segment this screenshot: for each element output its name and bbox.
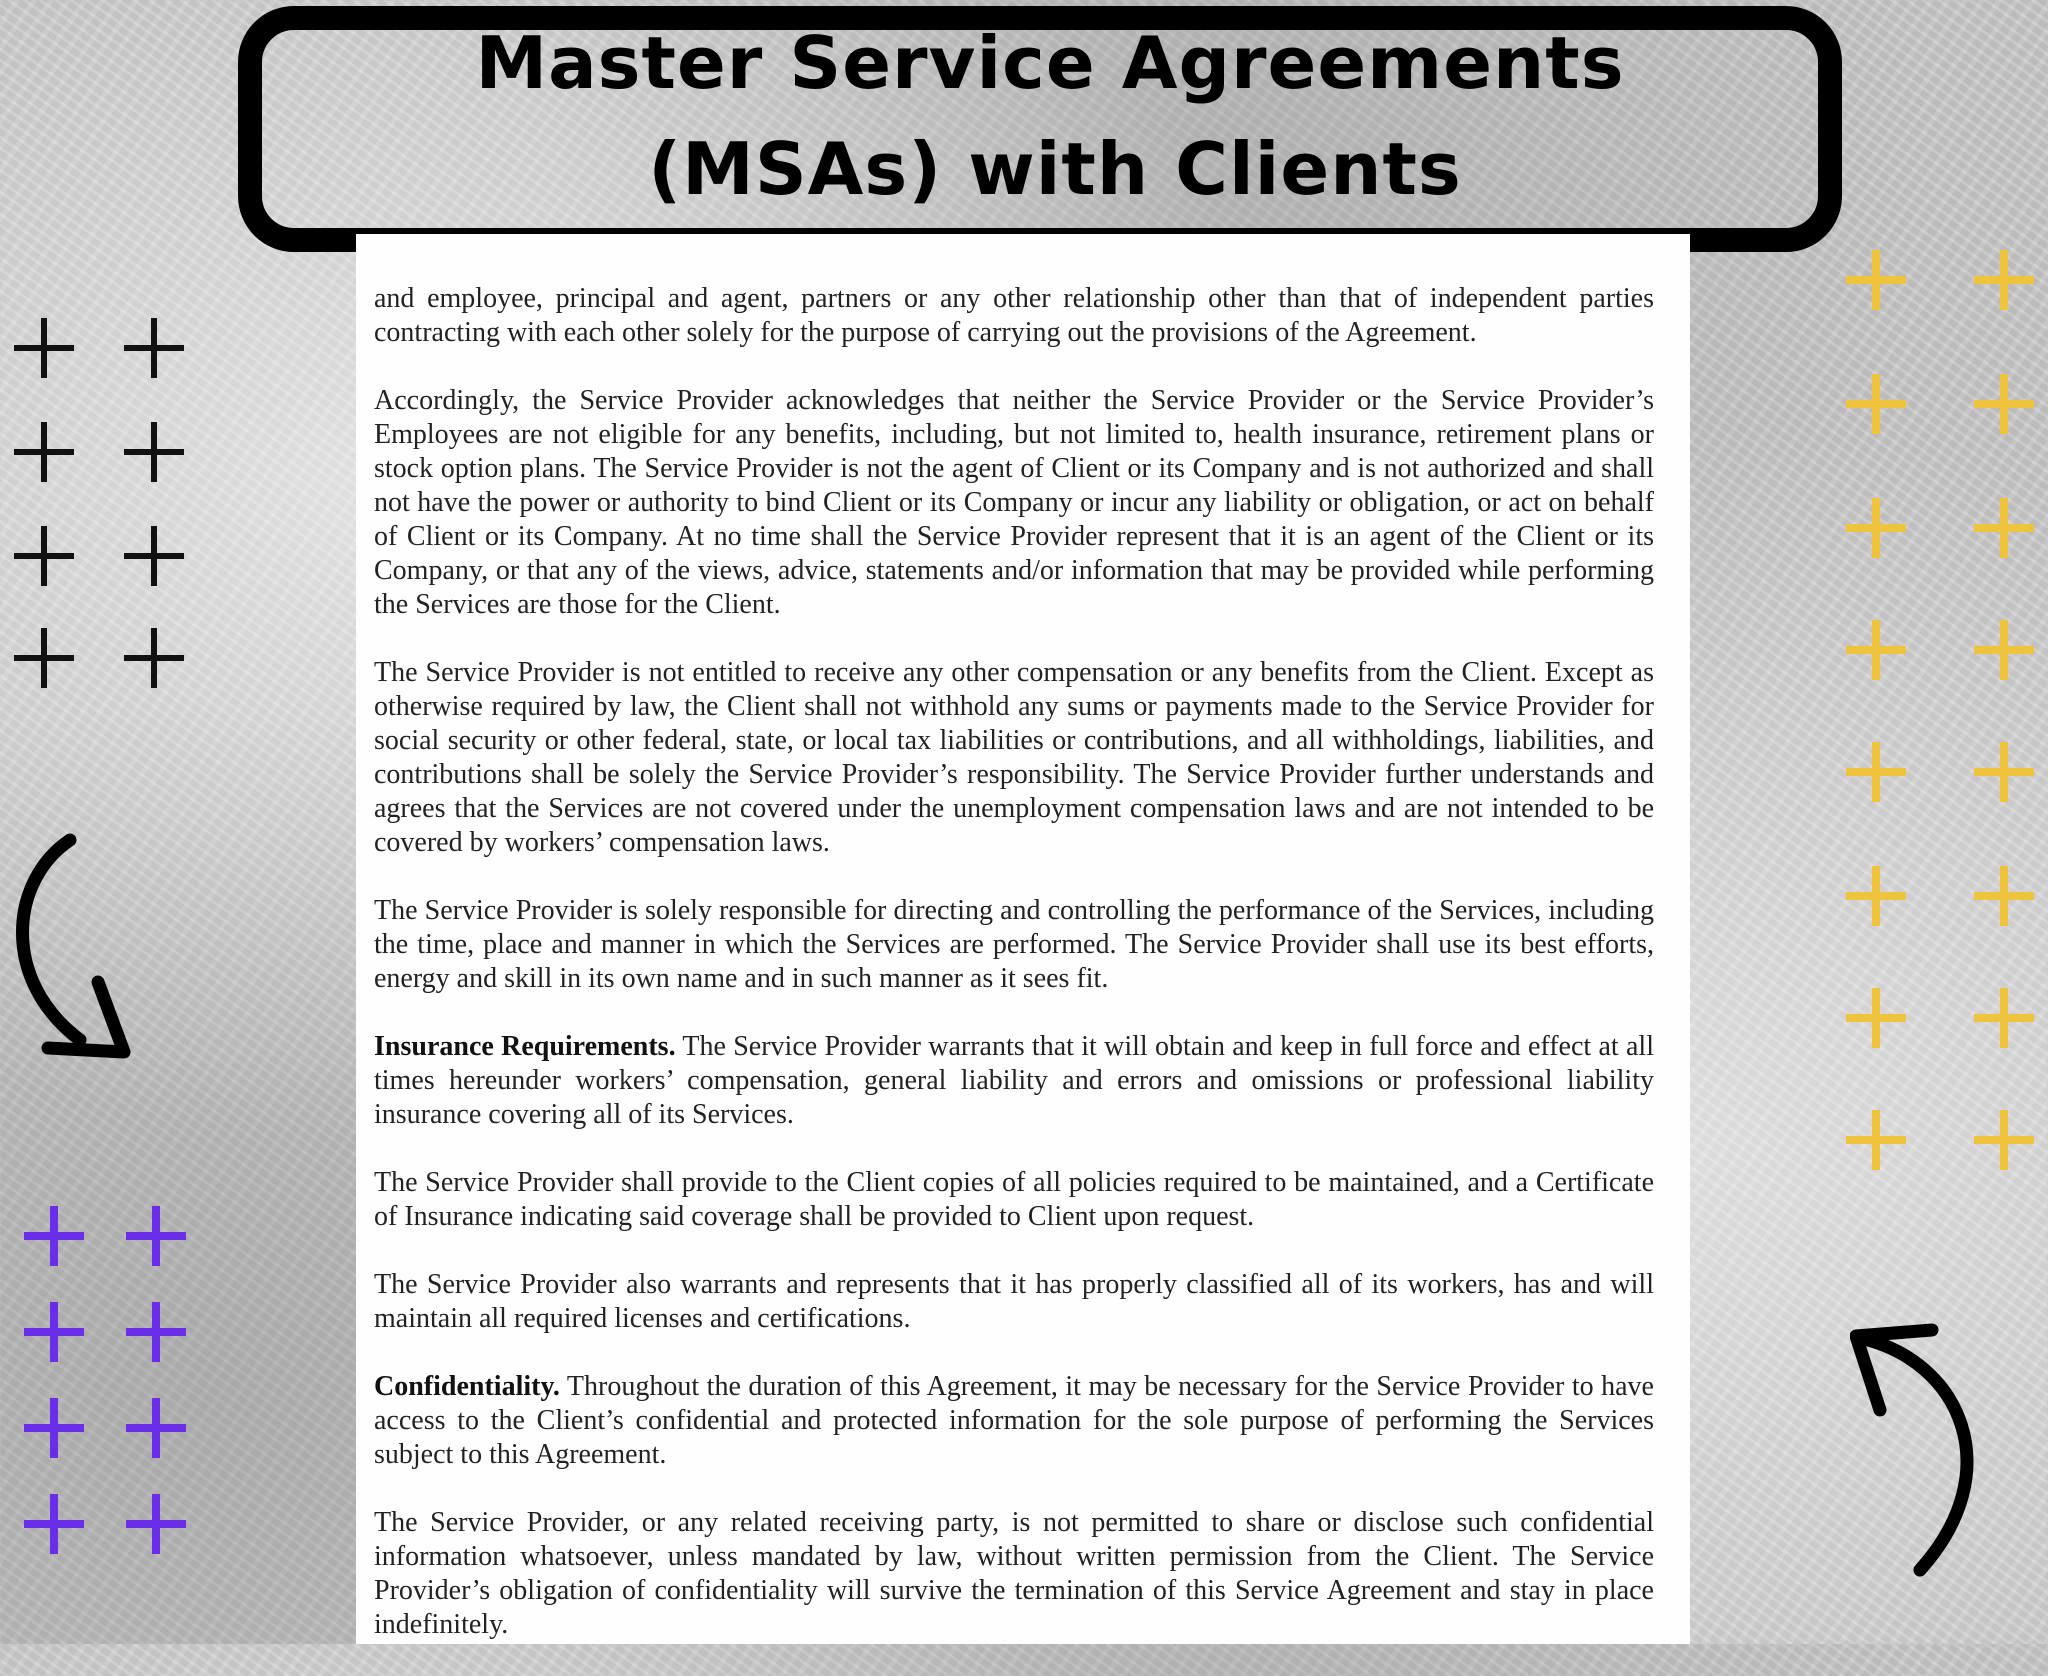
plus-icon (14, 526, 74, 586)
plus-icon (14, 318, 74, 378)
title-line-1: Master Service Agreements (475, 21, 1625, 105)
plus-icon (14, 628, 74, 688)
plus-icon (126, 1398, 186, 1458)
plus-icon (1974, 988, 2034, 1048)
plus-icon (1846, 374, 1906, 434)
paragraph-insurance (374, 1030, 1654, 1132)
plus-icon (124, 628, 184, 688)
paragraph-benefits: Accordingly, the Service Provider acknowledges that neither the Service Provider or the Service Provider’s Employees are not eligible for any benefits, including, but not limited to, health insurance, retirement plans or stock option plans. The Service Provider is not the agent of Client or its Company and is not authorized and shall not have the power or authority to bind Client or its Company or incur any liability or obligation, or act on behalf of Client or its Company. At no time shall the Service Provider represent that it is an agent of the Client or its Company, or that any of the views, advice, statements and/or information that may be provided while performing the Services are those for the Client. (374, 385, 1654, 620)
plus-icon (126, 1302, 186, 1362)
curved-arrow-up-icon (1850, 1320, 2010, 1580)
paragraph-relationship: and employee, principal and agent, partners or any other relationship other than that of independent parties contracting with each other solely for the purpose of carrying out the provisions of the Agreement. (374, 283, 1654, 348)
insurance-heading: Insurance Requirements. (374, 1031, 676, 1062)
plus-icon (1974, 866, 2034, 926)
paragraph-compensation: The Service Provider is not entitled to receive any other compensation or any benefits from the Client. Except as otherwise required by law, the Client shall not withhold any sums or payments made to the Service Provider for social security or other federal, state, or local tax liabilities or contributions, and all withholdings, liabilities, and contributions shall be solely the Service Provider’s responsibility. The Service Provider further understands and agrees that the Services are not covered under the unemployment compensation laws and are not intended to be covered by workers’ compensation laws. (374, 657, 1654, 858)
insurance-text: The Service Provider warrants that it will obtain and keep in full force and effect at all times hereunder workers’ compensation, general liability and errors and omissions or professional liability insurance covering all of its Services. (374, 1031, 1654, 1130)
plus-icon (124, 422, 184, 482)
document-text (374, 282, 1654, 1676)
plus-icon (24, 1206, 84, 1266)
plus-icon (24, 1302, 84, 1362)
plus-icon (126, 1494, 186, 1554)
plus-icon (1974, 250, 2034, 310)
plus-icon (124, 526, 184, 586)
plus-icon (126, 1206, 186, 1266)
plus-icon (24, 1398, 84, 1458)
document-page (356, 234, 1690, 1644)
plus-icon (24, 1494, 84, 1554)
plus-icon (1846, 866, 1906, 926)
plus-icon (1974, 498, 2034, 558)
paragraph-disclosure: The Service Provider, or any related receiving party, is not permitted to share or disclose such confidential information whatsoever, unless mandated by law, without written permission from the Client. The Service Provider’s obligation of confidentiality will survive the termination of this Service Agreement and stay in place indefinitely. (374, 1507, 1654, 1640)
plus-icon (14, 422, 74, 482)
paragraph-licenses: The Service Provider also warrants and represents that it has properly classified all of its workers, has and will maintain all required licenses and certifications. (374, 1269, 1654, 1334)
plus-icon (1846, 988, 1906, 1048)
curved-arrow-down-icon (0, 830, 150, 1060)
plus-icon (1846, 620, 1906, 680)
plus-icon (1846, 250, 1906, 310)
title-line-2: (MSAs) with Clients (648, 127, 1462, 211)
paragraph-policies: The Service Provider shall provide to the Client copies of all policies required to be maintained, and a Certificate of Insurance indicating said coverage shall be provided to Client upon request. (374, 1167, 1654, 1232)
plus-icon (1846, 498, 1906, 558)
plus-icon (1846, 1110, 1906, 1170)
plus-icon (1974, 620, 2034, 680)
confidentiality-text: Throughout the duration of this Agreement, it may be necessary for the Service Provider to have access to the Client’s confidential and protected information for the sole purpose of performing the Services subject to this Agreement. (374, 1371, 1654, 1470)
paragraph-confidentiality (374, 1370, 1654, 1472)
confidentiality-heading: Confidentiality. (374, 1371, 560, 1402)
plus-icon (1974, 374, 2034, 434)
paragraph-performance: The Service Provider is solely responsible for directing and controlling the performance of the Services, including the time, place and manner in which the Services are performed. The Service Provider shall use its best efforts, energy and skill in its own name and in such manner as it sees fit. (374, 895, 1654, 994)
plus-icon (1974, 742, 2034, 802)
plus-icon (1974, 1110, 2034, 1170)
plus-icon (124, 318, 184, 378)
plus-icon (1846, 742, 1906, 802)
